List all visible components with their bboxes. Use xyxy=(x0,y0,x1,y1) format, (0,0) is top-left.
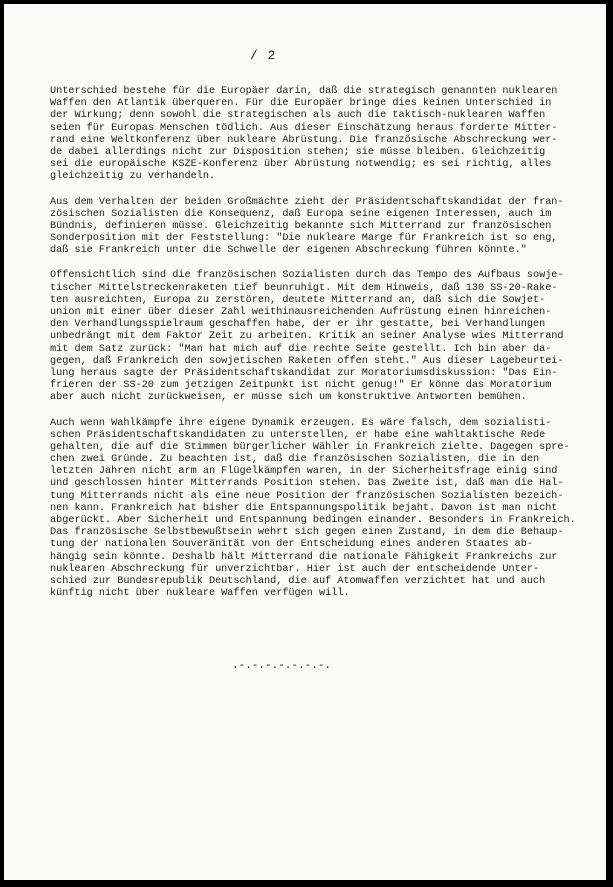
text-line: tischer Mittelstreckenraketen tief beunruhigt. Mit dem Hinweis, daß 130 SS-20-Rake- xyxy=(50,282,558,294)
text-line: zösischen Sozialisten die Konsequenz, daß Europa seine eigenen Interessen, auch im xyxy=(50,208,552,220)
text-line: den Verhandlungsspielraum geschaffen habe, der er ihr gestatte, bei Verhandlungen xyxy=(50,319,546,331)
text-line: schen Präsidentschaftskandidaten zu unterstellen, er habe eine wahltaktische Rede xyxy=(50,429,546,441)
text-line: abgerückt. Aber Sicherheit und Entspannung bedingen einander. Besonders in Frankreich. xyxy=(50,515,576,526)
text-line: lung heraus sagte der Präsidentschaftskandidat zur Moratoriumsdiskussion: "Das Ein- xyxy=(50,367,558,379)
text-line: gehalten, die auf die Stimmen bürgerlicher Wähler in Frankreich zielte. Dagegen spre- xyxy=(50,441,570,453)
text-line: Waffen den Atlantik überqueren. Für die Europäer bringe dies keinen Unterschied in xyxy=(50,98,552,110)
text-line: frieren der SS-20 zum jetzigen Zeitpunkt ist nicht genug!" Er könne das Moratorium xyxy=(50,380,552,392)
paragraph xyxy=(50,270,586,404)
text-line: hängig sein könnte. Deshalb hält Mitterrand die nationale Fähigkeit Frankreichs zur xyxy=(50,551,558,563)
text-line: chen zwei Gründe. Zu beachten ist, daß die französischen Sozialisten, die in den xyxy=(50,454,540,466)
text-line: sei die europäische KSZE-Konferenz über Abrüstung notwendig; es sei richtig, alles xyxy=(50,159,552,171)
text-line: gegen, daß Frankreich den sowjetischen Raketen offen steht." Aus dieser Lagebeurtei- xyxy=(50,355,564,367)
text-line: letzten Jahren nicht arm an Flügelkämpfen waren, in der Sicherheitsfrage einig sind xyxy=(50,466,558,478)
text-line: rand eine Weltkonferenz über nukleare Abrüstung. Die französische Abschreckung wer- xyxy=(50,134,558,146)
paragraph xyxy=(50,418,586,601)
text-line: tung der nationalen Souveränität von der Entscheidung eines anderen Staates ab- xyxy=(50,539,533,551)
text-line: künftig nicht über nukleare Waffen verfügen will. xyxy=(50,588,350,600)
end-mark: .-.-.-.-.-.-.-. xyxy=(232,660,332,672)
text-line: nuklearen Abschreckung für unverzichtbar. Hier ist auch der entscheidende Unter- xyxy=(50,563,540,575)
text-line: de dabei allerdings nicht zur Disposition stehen; sie müsse bleiben. Gleichzeitig xyxy=(50,146,546,158)
paragraph xyxy=(50,86,586,184)
text-line: unbedrängt mit dem Faktor Zeit zu arbeiten. Kritik an seiner Analyse wies Mitterrand xyxy=(50,331,564,343)
text-line: Unterschied bestehe für die Europäer darin, daß die strategisch genannten nuklearen xyxy=(50,86,558,97)
text-line: Das französische Selbstbewußtsein wehrt sich gegen einen Zustand, in dem die Behaup- xyxy=(50,527,564,539)
text-line: nen kann. Frankreich hat bisher die Entspannungspolitik bejaht. Davon ist man nicht xyxy=(50,502,558,514)
text-line: Sonderposition mit der Feststellung: "Die nukleare Marge für Frankreich ist so eng, xyxy=(50,233,558,245)
text-line: Auch wenn Wahlkämpfe ihre eigene Dynamik erzeugen. Es wäre falsch, dem sozialisti- xyxy=(50,417,552,429)
text-line: schied zur Bundesrepublik Deutschland, die auf Atomwaffen verzichtet hat und auch xyxy=(50,575,546,587)
paragraph xyxy=(50,197,586,258)
text-line: daß sie Frankreich unter die Schwelle der eigenen Abschreckung führen könnte." xyxy=(50,245,527,257)
text-line: Offensichtlich sind die französischen Sozialisten durch das Tempo des Aufbaus sowje- xyxy=(50,270,564,282)
text-line: mit dem Satz zurück: "Man hat mich auf die rechte Seite gestellt. Ich bin aber da- xyxy=(50,343,552,355)
text-line: union mit einer über dieser Zahl weithinausreichenden Aufrüstung einen hinreichen- xyxy=(50,307,552,318)
text-line: Bündnis, definieren müsse. Gleichzeitig bekannte sich Mitterrand zur französischen xyxy=(50,220,552,232)
body-text xyxy=(50,86,586,613)
text-line: ten ausreichten, Europa zu zerstören, deutete Mitterrand an, daß sich die Sowjet- xyxy=(50,294,546,306)
text-line: Aus dem Verhalten der beiden Großmächte zieht der Präsidentschaftskandidat der fran- xyxy=(50,196,564,208)
text-line: gleichzeitig zu verhandeln. xyxy=(50,171,216,183)
text-line: der Wirkung; denn sowohl die strategischen als auch die taktisch-nuklearen Waffen xyxy=(50,110,546,122)
page-number: / 2 xyxy=(250,48,277,63)
text-line: und geschlossen hinter Mitterrands Position stehen. Das Zweite ist, daß man die Hal- xyxy=(50,478,564,490)
document-page xyxy=(4,4,606,880)
text-line: aber auch nicht zurückweisen, er müsse sich um konstruktive Antworten bemühen. xyxy=(50,392,527,404)
text-line: seien für Europas Menschen tödlich. Aus dieser Einschätzung heraus forderte Mitter- xyxy=(50,122,558,134)
text-line: tung Mitterrands nicht als eine neue Position der französischen Sozialisten bezeich- xyxy=(50,490,564,502)
